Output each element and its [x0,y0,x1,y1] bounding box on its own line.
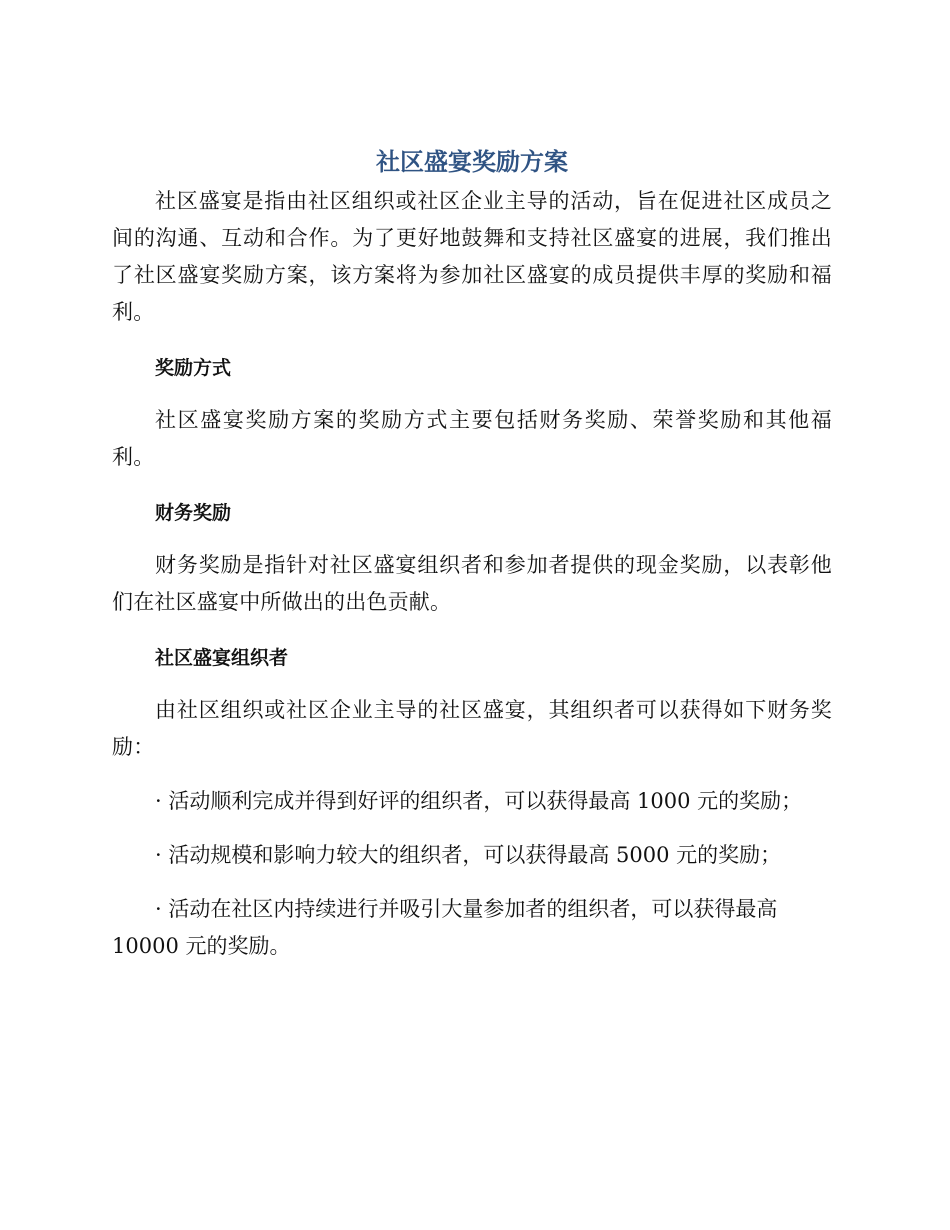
section-body-organizers: 由社区组织或社区企业主导的社区盛宴，其组织者可以获得如下财务奖励： [112,698,832,759]
section-body-reward-methods: 社区盛宴奖励方案的奖励方式主要包括财务奖励、荣誉奖励和其他福利。 [112,408,832,469]
section-heading-financial-rewards: 财务奖励 [155,502,232,524]
section-body-financial-rewards: 财务奖励是指针对社区盛宴组织者和参加者提供的现金奖励，以表彰他们在社区盛宴中所做出的出色贡献。 [112,553,832,614]
document-title: 社区盛宴奖励方案 [376,148,568,176]
section-heading-organizers: 社区盛宴组织者 [155,647,289,669]
intro-paragraph: 社区盛宴是指由社区组织或社区企业主导的活动，旨在促进社区成员之间的沟通、互动和合作。为了更好地鼓舞和支持社区盛宴的进展，我们推出了社区盛宴奖励方案，该方案将为参加社区盛宴的成员提供丰厚的奖励和福利。 [112,189,832,324]
bullet-item: · 活动规模和影响力较大的组织者，可以获得最高 5000 元的奖励； [155,843,782,867]
bullet-item: · 活动在社区内持续进行并吸引大量参加者的组织者，可以获得最高 10000 元的奖励。 [112,897,778,958]
document-page [112,145,832,965]
section-heading-reward-methods: 奖励方式 [155,357,232,379]
bullet-item: · 活动顺利完成并得到好评的组织者，可以获得最高 1000 元的奖励； [155,789,803,813]
